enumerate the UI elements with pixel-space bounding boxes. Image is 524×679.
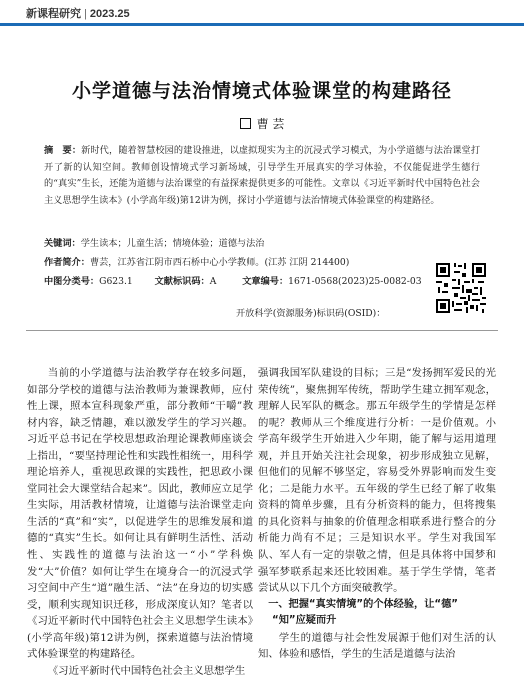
journal-header bbox=[0, 0, 524, 24]
qr-code-icon[interactable] bbox=[436, 263, 486, 313]
article-title: 小学道德与法治情境式体验课堂的构建路径 bbox=[71, 80, 452, 102]
keywords-label: 关键词： bbox=[44, 238, 81, 249]
classification-line bbox=[44, 275, 422, 289]
journal-header-text bbox=[26, 5, 130, 21]
section-heading bbox=[258, 597, 496, 630]
body-paragraph-continued: 强调我国军队建设的目标；三是“发扬拥军爱民的光荣传统”，聚焦拥军传统，帮助学生建立拥军观念，理解人民军队的概念。那五年级学生的学情是怎样的呢？教师从三个维度进行分析：一是价值观。小学高年级学生开始进入少年期，能了解与运用道理观，并且开始关注社会现象，初步形成独立见解，但他们的见解不够坚定，容易受外界影响而发生变化；二是能力水平。五年级的学生已经了解了收集资料的简单步骤，且有分析资料的能力，但将搜集的具化资料与抽象的价值理念相联系进行整合的分析能力尚有不足；三是知识水平。学生对我国军队、军人有一定的崇敬之情，但是具体将中国梦和强军梦联系起来还比较困难。基于学生学情，笔者尝试从以下几个方面突破教学。 bbox=[258, 367, 496, 595]
author-info-text: 曹芸，江苏省江阴市西石桥中心小学教师。(江苏 江阴 214400) bbox=[89, 257, 350, 268]
author-info-label: 作者简介： bbox=[44, 257, 90, 268]
body-paragraph-tail: 《习近平新时代中国特色社会主义思想学生 bbox=[47, 664, 246, 677]
clc-label: 中图分类号： bbox=[44, 276, 100, 287]
doc-code-label: 文献标识码： bbox=[154, 276, 210, 287]
abstract-label: 摘 要： bbox=[44, 145, 82, 156]
body-right-column bbox=[258, 365, 496, 663]
author-info-line bbox=[44, 256, 349, 270]
journal-issue: 2023.25 bbox=[89, 8, 130, 20]
author-name: 曹 芸 bbox=[256, 117, 285, 131]
journal-name: 新课程研究 bbox=[26, 8, 81, 20]
clc-value: G623.1 bbox=[99, 276, 133, 287]
body-left-column bbox=[27, 365, 253, 679]
article-no-value: 1671-0568(2023)25-0082-03 bbox=[288, 276, 422, 287]
header-rule bbox=[0, 23, 524, 26]
body-paragraph: 当前的小学道德与法治教学存在较多问题，如部分学校的道德与法治教师为兼课教师，应付性上课，照本宣科现象严重，部分教师“干嚼”教材内容，缺乏情趣，难以激发学生的学习兴趣。习近平总书记在学校思想政治理论课教师座谈会上指出，“要坚持理论性和实践性相统一，用科学理论培养人，重视思政课的实践性，把思政小课堂同社会大课堂结合起来”。因此，教师应立足学生实际，用活教材情境，让道德与法治课堂走向生活的“真”和“实”，以促进学生的思维发展和道德的“真实”生长。如何让具有鲜明生活性、活动性、实践性的道德与法治这一“小”学科焕发“大”价值？如何让学生在境身合一的沉浸式学习空间中产生“道”融生活、“法”在身边的切实感受，顺利实现知识迁移，形成深度认知？笔者以《习近平新时代中国特色社会主义思想学生读本》(小学高年级)第12讲为例，探索道德与法治情境式体验课堂的构建路径。 bbox=[27, 367, 253, 661]
body-paragraph-section: 学生的道德与社会性发展源于他们对生活的认知、体验和感悟，学生的生活是道德与法治 bbox=[258, 631, 496, 661]
author-box-icon bbox=[240, 118, 251, 129]
abstract-text: 新时代，随着智慧校园的建设推进，以虚拟现实为主的沉浸式学习模式，为小学道德与法治课堂打开了新的认知空间。教师创设情境式学习新场域，引导学生开展真实的学习体验，不仅能促进学生德行的“真实”生长，还能为道德与法治课堂的有益探索提供更多的可能性。文章以《习近平新时代中国特色社会主义思想学生读本》(小学高年级)第12讲为例，探讨小学道德与法治情境式体验课堂的构建路径。 bbox=[44, 145, 481, 206]
article-author bbox=[0, 115, 524, 132]
section-heading-line1: 一、把握“真实情境”的个体经验，让“德” bbox=[268, 598, 458, 610]
section-heading-line2: “知”应疑而升 bbox=[272, 615, 337, 627]
keywords-text: 学生读本；儿童生活；情境体验；道德与法治 bbox=[80, 238, 265, 249]
abstract bbox=[44, 143, 480, 209]
doc-code-value: A bbox=[209, 276, 217, 287]
osid-label: 开放科学(资源服务)标识码(OSID)： bbox=[236, 308, 386, 319]
keywords-line bbox=[44, 237, 265, 251]
header-separator: | bbox=[84, 8, 87, 20]
divider bbox=[26, 330, 498, 331]
article-no-label: 文章编号： bbox=[242, 276, 289, 287]
